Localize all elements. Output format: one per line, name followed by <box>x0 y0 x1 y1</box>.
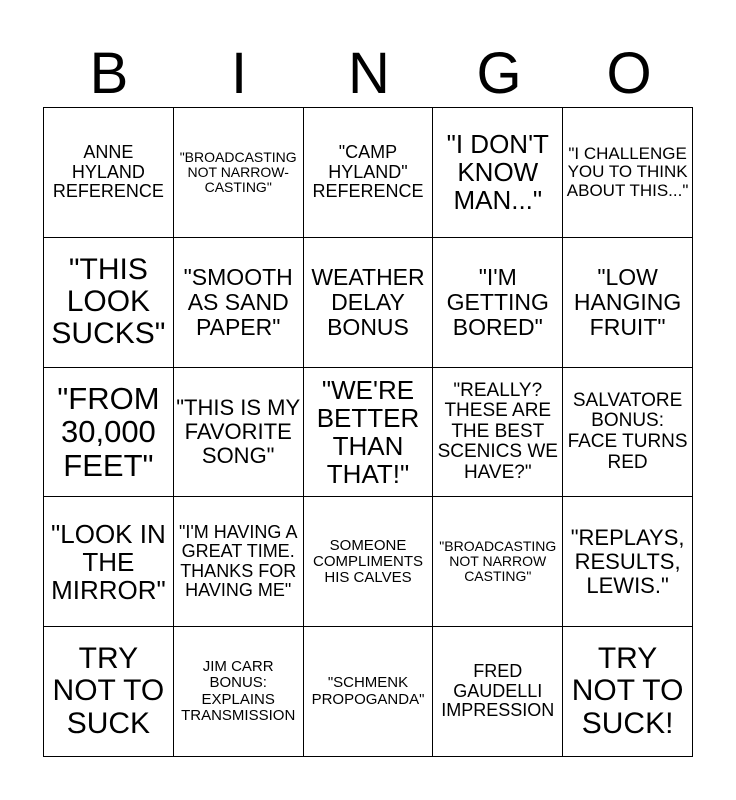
cell-text: "THIS IS MY FAVORITE SONG" <box>176 395 301 468</box>
bingo-cell[interactable] <box>433 238 563 368</box>
cell-text: "SCHMENK PROPOGANDA" <box>311 674 425 708</box>
cell-text: TRY NOT TO SUCK! <box>571 642 684 740</box>
bingo-cell[interactable] <box>174 627 304 757</box>
cell-text: "THIS LOOK SUCKS" <box>51 252 166 351</box>
bingo-cell[interactable] <box>304 108 434 238</box>
bingo-cell[interactable] <box>563 368 693 498</box>
cell-text: "FROM 30,000 FEET" <box>57 380 160 483</box>
cell-text: "REPLAYS, RESULTS, LEWIS." <box>570 525 685 598</box>
bingo-cell[interactable] <box>304 627 434 757</box>
header-letter-g: G <box>476 41 522 106</box>
bingo-cell[interactable] <box>563 238 693 368</box>
cell-text: "I'M HAVING A GREAT TIME. THANKS FOR HAVING ME" <box>178 521 298 601</box>
cell-text: ANNE HYLAND REFERENCE <box>52 142 164 202</box>
header-letter-n: N <box>348 41 390 106</box>
cell-text: SOMEONE COMPLIMENTS HIS CALVES <box>312 536 423 586</box>
cell-text: "SMOOTH AS SAND PAPER" <box>183 263 293 340</box>
cell-text: TRY NOT TO SUCK <box>52 642 165 740</box>
cell-text: "REALLY? THESE ARE THE BEST SCENICS WE HAVE?" <box>437 379 558 483</box>
cell-text: "BROADCASTING NOT NARROW-CASTING" <box>179 148 297 195</box>
cell-text: "BROADCASTING NOT NARROW CASTING" <box>439 538 557 585</box>
bingo-cell[interactable] <box>174 497 304 627</box>
bingo-cell[interactable] <box>304 497 434 627</box>
cell-text: "LOW HANGING FRUIT" <box>573 263 682 340</box>
bingo-cell[interactable] <box>304 368 434 498</box>
header-letter-i: I <box>230 41 248 106</box>
bingo-cell[interactable] <box>433 108 563 238</box>
bingo-grid <box>43 107 693 757</box>
bingo-cell[interactable] <box>44 368 174 498</box>
cell-text: WEATHER DELAY BONUS <box>311 263 425 340</box>
cell-text: JIM CARR BONUS: EXPLAINS TRANSMISSION <box>181 658 296 724</box>
bingo-cell[interactable] <box>563 627 693 757</box>
bingo-cell[interactable] <box>563 497 693 627</box>
bingo-header <box>44 38 694 110</box>
bingo-cell[interactable] <box>563 108 693 238</box>
cell-text: "WE'RE BETTER THAN THAT!" <box>316 374 420 490</box>
cell-text: "I DON'T KNOW MAN..." <box>446 129 549 216</box>
bingo-cell[interactable] <box>44 108 174 238</box>
bingo-cell[interactable] <box>174 368 304 498</box>
cell-text: "LOOK IN THE MIRROR" <box>51 518 166 605</box>
cell-text: SALVATORE BONUS: FACE TURNS RED <box>567 389 688 473</box>
bingo-cell[interactable] <box>433 497 563 627</box>
bingo-cell[interactable] <box>44 497 174 627</box>
cell-text: "I'M GETTING BORED" <box>446 263 549 340</box>
bingo-cell[interactable] <box>174 108 304 238</box>
bingo-cell[interactable] <box>304 238 434 368</box>
cell-text: FRED GAUDELLI IMPRESSION <box>441 661 555 721</box>
bingo-cell[interactable] <box>174 238 304 368</box>
cell-text: "I CHALLENGE YOU TO THINK ABOUT THIS..." <box>566 143 689 200</box>
bingo-cell[interactable] <box>44 238 174 368</box>
cell-text: "CAMP HYLAND" REFERENCE <box>312 142 424 202</box>
header-letter-o: O <box>606 41 652 106</box>
bingo-cell[interactable] <box>433 368 563 498</box>
header-letter-b: B <box>89 41 129 106</box>
bingo-cell[interactable] <box>44 627 174 757</box>
bingo-cell[interactable] <box>433 627 563 757</box>
